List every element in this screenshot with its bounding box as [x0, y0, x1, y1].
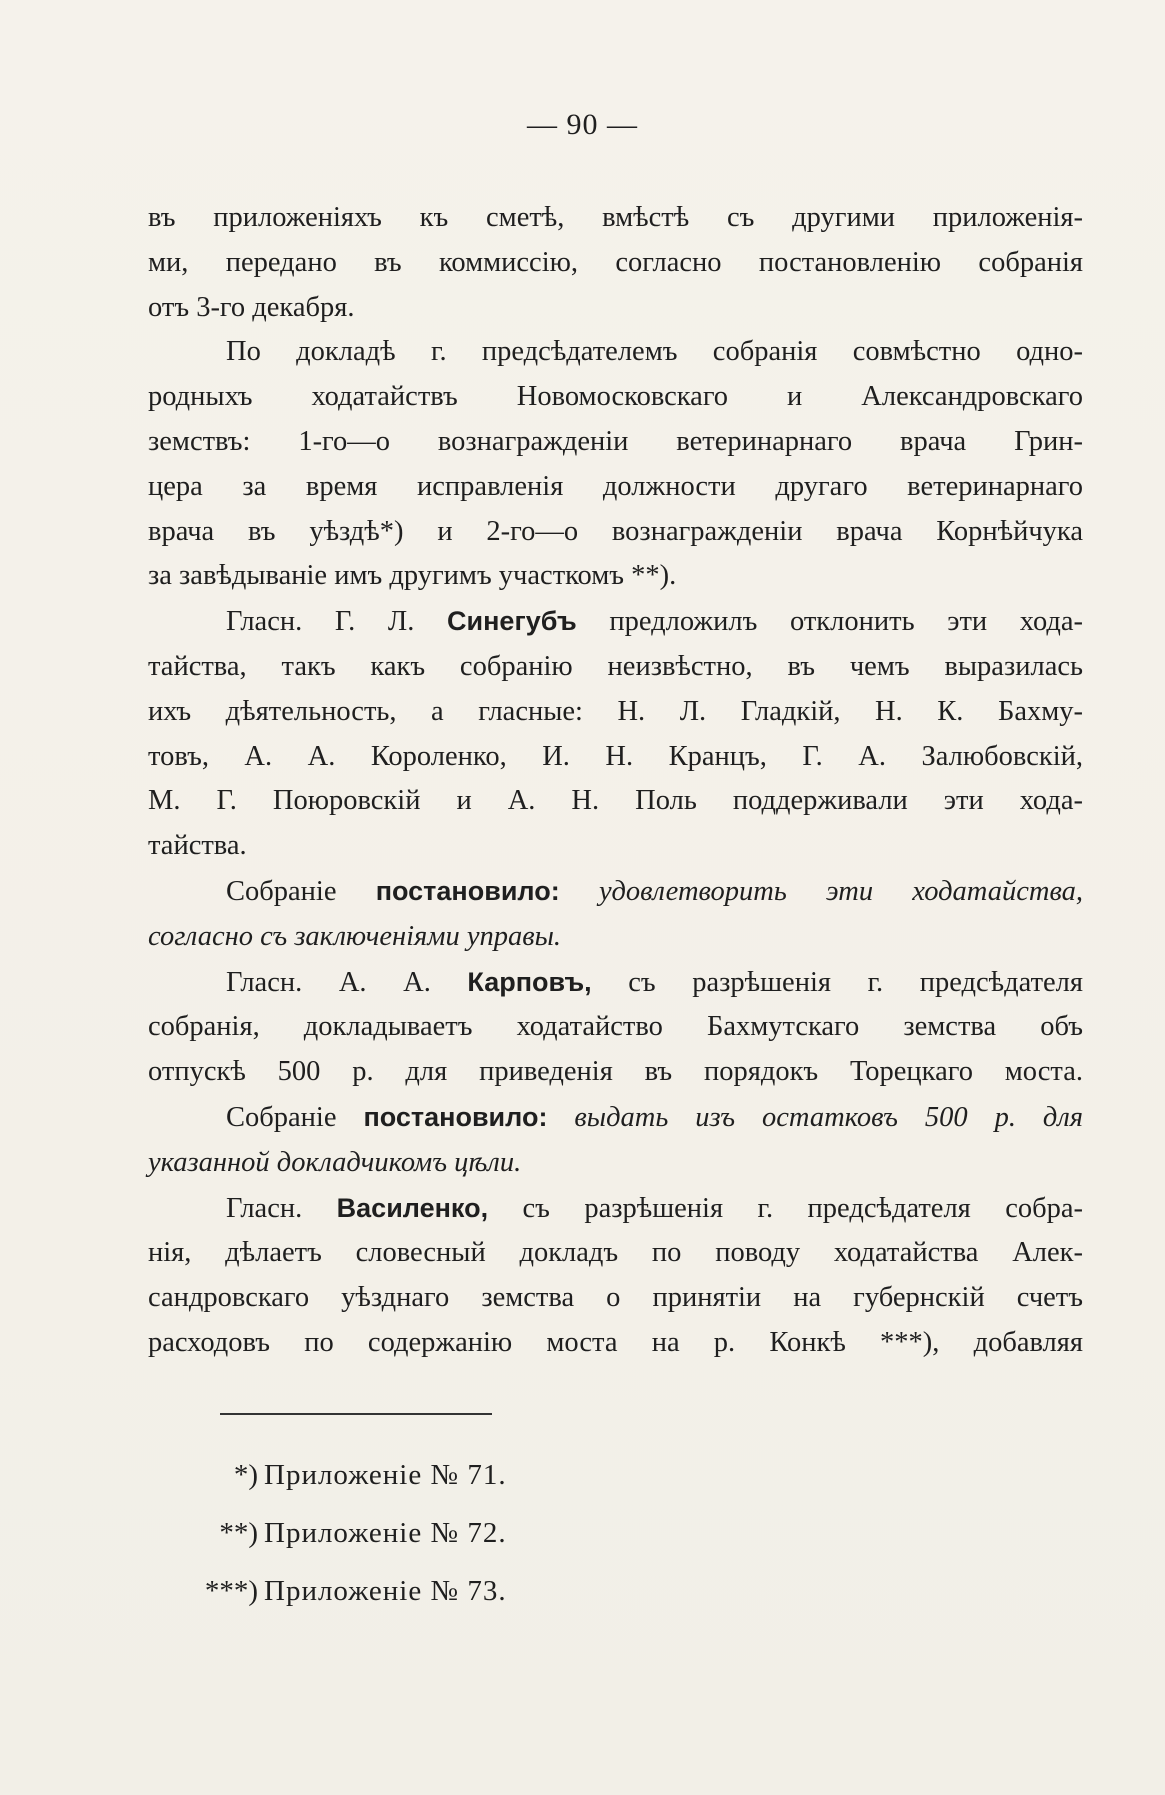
speaker-name: Карповъ,	[467, 966, 592, 997]
text-line: М. Г. Поюровскій и А. Н. Поль поддерживали эти хода-	[148, 785, 1083, 817]
footnote-divider	[220, 1413, 492, 1415]
footnote-mark: *)	[233, 1459, 258, 1491]
text-line: собранія, докладываетъ ходатайство Бахмутскаго земства объ	[148, 1011, 1083, 1043]
speaker-prefix: Гласн. Г. Л.	[226, 606, 415, 638]
resolution-subject: Собраніе	[226, 875, 337, 907]
text-line: отъ 3-го декабря.	[148, 291, 355, 323]
speech-text: предложилъ отклонить эти хода-	[609, 606, 1084, 638]
footnote	[148, 1562, 748, 1620]
resolution-keyword: постановило:	[375, 875, 560, 906]
text-line: цера за время исправленія должности другаго ветеринарнаго	[148, 470, 1083, 502]
text-line: ми, передано въ коммиссію, согласно постановленію собранія	[148, 246, 1083, 278]
footnote-text: Приложеніе № 73.	[264, 1575, 507, 1607]
text-line: тайства.	[148, 830, 247, 862]
speaker-name: Синегубъ	[447, 606, 577, 637]
main-text	[148, 196, 1083, 1366]
speech-text: съ разрѣшенія г. предсѣдателя собра-	[522, 1192, 1084, 1224]
text-line	[148, 1186, 1083, 1232]
text-line	[148, 960, 1083, 1006]
resolution-text: удовлетворить эти ходатайства,	[598, 875, 1084, 907]
text-line: товъ, А. А. Короленко, И. Н. Кранцъ, Г. А. Залюбовскій,	[148, 740, 1083, 772]
footnotes	[148, 1446, 748, 1620]
speech-text: съ разрѣшенія г. предсѣдателя	[628, 966, 1084, 998]
resolution-keyword: постановило:	[363, 1101, 548, 1132]
resolution-text: выдать изъ остатковъ 500 р. для	[574, 1101, 1084, 1133]
text-line: земствъ: 1-го—о вознагражденіи ветеринарнаго врача Грин-	[148, 425, 1083, 457]
text-line	[148, 1095, 1083, 1141]
text-line: ихъ дѣятельность, а гласные: Н. Л. Гладкій, Н. К. Бахму-	[148, 695, 1083, 727]
footnote-mark: ***)	[204, 1575, 258, 1607]
text-line: врача въ уѣздѣ*) и 2-го—о вознагражденіи врача Корнѣйчука	[148, 515, 1083, 547]
text-line: сандровскаго уѣзднаго земства о принятіи на губернскій счетъ	[148, 1282, 1083, 1314]
text-line: По докладѣ г. предсѣдателемъ собранія совмѣстно одно-	[226, 336, 1083, 368]
footnote-mark: **)	[219, 1517, 258, 1549]
text-line: согласно съ заключеніями управы.	[148, 920, 562, 952]
footnote	[148, 1504, 748, 1562]
footnote	[148, 1446, 748, 1504]
text-line: отпускѣ 500 р. для приведенія въ порядокъ Торецкаго моста.	[148, 1056, 1083, 1088]
text-line: въ приложеніяхъ къ сметѣ, вмѣстѣ съ другими приложенія-	[148, 202, 1083, 233]
text-line: родныхъ ходатайствъ Новомосковскаго и Александровскаго	[148, 381, 1083, 413]
speaker-prefix: Гласн. А. А.	[226, 966, 431, 998]
resolution-subject: Собраніе	[226, 1101, 337, 1133]
text-line: указанной докладчикомъ цѣли.	[148, 1146, 522, 1178]
footnote-text: Приложеніе № 71.	[264, 1459, 507, 1491]
text-line	[148, 869, 1083, 915]
speaker-prefix: Гласн.	[226, 1192, 303, 1224]
text-line: тайства, такъ какъ собранію неизвѣстно, въ чемъ выразилась	[148, 650, 1083, 682]
page-number: — 90 —	[527, 108, 638, 141]
footnote-text: Приложеніе № 72.	[264, 1517, 507, 1549]
text-line: за завѣдываніе имъ другимъ участкомъ **).	[148, 560, 677, 592]
text-line: нія, дѣлаетъ словесный докладъ по поводу ходатайства Алек-	[148, 1237, 1083, 1269]
speaker-name: Василенко,	[336, 1192, 489, 1223]
text-line: расходовъ по содержанію моста на р. Конкѣ ***), добавляя	[148, 1326, 1083, 1358]
text-line	[148, 599, 1083, 645]
